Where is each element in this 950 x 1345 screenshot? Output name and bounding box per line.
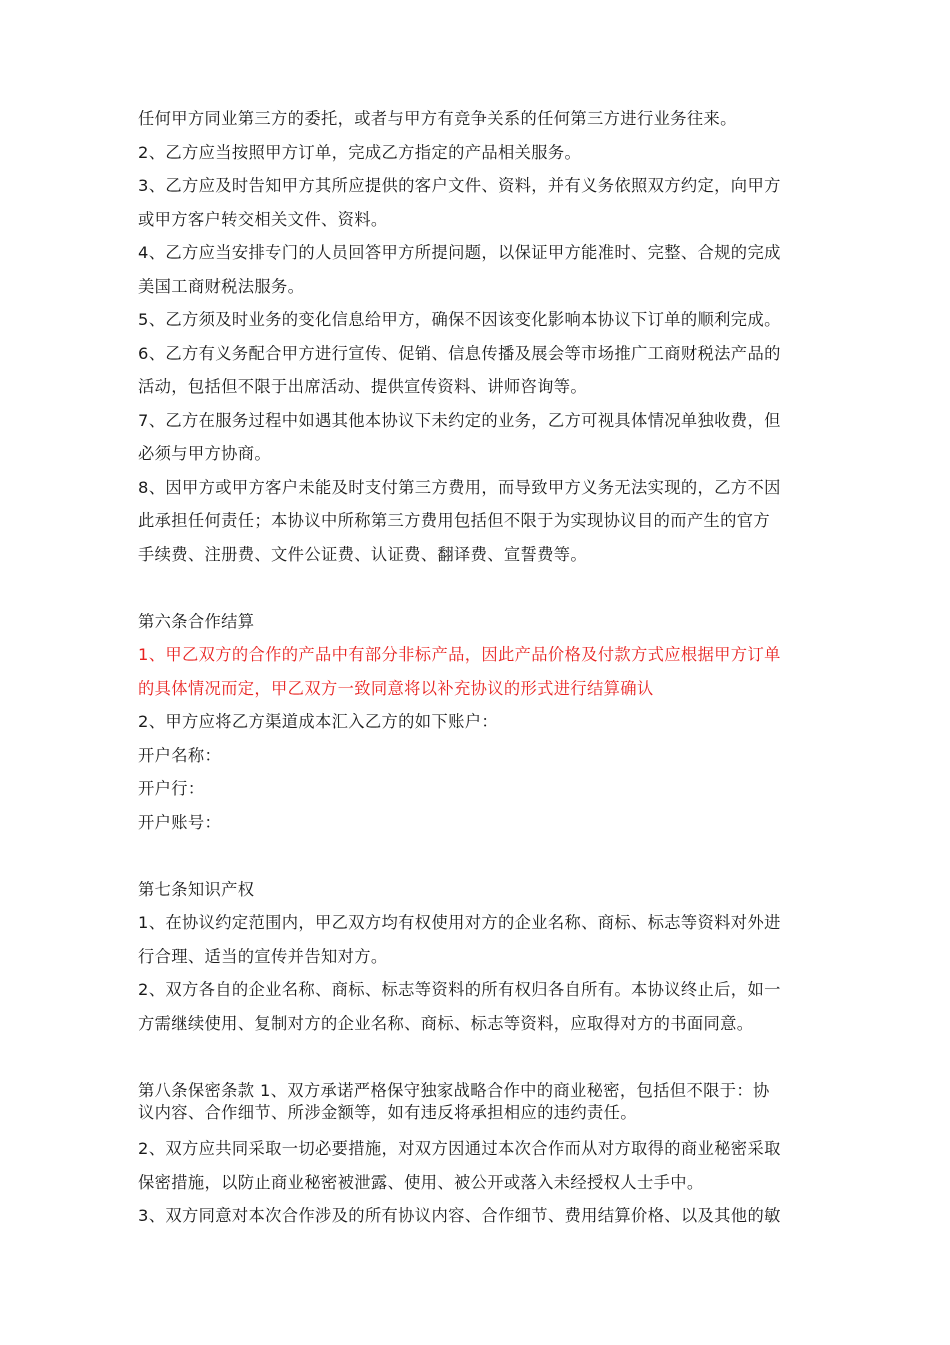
account-number-label: 开户账号： — [138, 812, 222, 832]
section-heading: 第七条知识产权 — [138, 879, 255, 899]
text-line: 4、乙方应当安排专门的人员回答甲方所提问题，以保证甲方能准时、完整、合规的完成 — [138, 243, 781, 262]
highlighted-text-line: 1、甲乙双方的合作的产品中有部分非标产品，因此产品价格及付款方式应根据甲方订单 — [138, 645, 781, 664]
text-line: 必须与甲方协商。 — [138, 444, 272, 463]
text-line: 5、乙方须及时业务的变化信息给甲方，确保不因该变化影响本协议下订单的顺利完成。 — [138, 310, 781, 329]
text-line: 或甲方客户转交相关文件、资料。 — [138, 209, 388, 229]
text-line: 3、双方同意对本次合作涉及的所有协议内容、合作细节、费用结算价格、以及其他的敏 — [138, 1206, 781, 1225]
text-line: 行合理、适当的宣传并告知对方。 — [138, 946, 388, 966]
text-line: 手续费、注册费、文件公证费、认证费、翻译费、宣誓费等。 — [138, 544, 588, 564]
text-line: 2、双方应共同采取一切必要措施，对双方因通过本次合作而从对方取得的商业秘密采取 — [138, 1139, 781, 1158]
text-line: 7、乙方在服务过程中如遇其他本协议下未约定的业务，乙方可视具体情况单独收费，但 — [138, 410, 781, 430]
text-line: 1、在协议约定范围内，甲乙双方均有权使用对方的企业名称、商标、标志等资料对外进 — [138, 913, 781, 932]
text-line: 此承担任何责任；本协议中所称第三方费用包括但不限于为实现协议目的而产生的官方 — [138, 511, 770, 530]
text-line: 2、甲方应将乙方渠道成本汇入乙方的如下账户： — [138, 712, 498, 731]
text-line: 保密措施，以防止商业秘密被泄露、使用、被公开或落入未经授权人士手中。 — [138, 1172, 704, 1192]
section-7 — [138, 873, 838, 1041]
text-line: 2、双方各自的企业名称、商标、标志等资料的所有权归各自所有。本协议终止后，如一 — [138, 980, 781, 999]
paragraph-gap — [138, 839, 838, 873]
account-name-label: 开户名称： — [138, 745, 222, 765]
text-line: 8、因甲方或甲方客户未能及时支付第三方费用，而导致甲方义务无法实现的，乙方不因 — [138, 477, 781, 497]
bank-label: 开户行： — [138, 779, 205, 798]
highlighted-text-line: 的具体情况而定，甲乙双方一致同意将以补充协议的形式进行结算确认 — [138, 678, 654, 698]
text-line: 议内容、合作细节、所涉金额等，如有违反将承担相应的违约责任。 — [138, 1103, 637, 1122]
section-6 — [138, 605, 838, 840]
text-line: 3、乙方应及时告知甲方其所应提供的客户文件、资料，并有义务依照双方约定，向甲方 — [138, 176, 781, 195]
text-line: 2、乙方应当按照甲方订单，完成乙方指定的产品相关服务。 — [138, 142, 582, 162]
text-line: 活动，包括但不限于出席活动、提供宣传资料、讲师咨询等。 — [138, 377, 588, 396]
text-line: 美国工商财税法服务。 — [138, 276, 305, 296]
section-heading: 第六条合作结算 — [138, 611, 255, 631]
paragraph-gap — [138, 1040, 838, 1080]
section-heading-text-line: 第八条保密条款 1、双方承诺严格保守独家战略合作中的商业秘密，包括但不限于：协 — [138, 1081, 770, 1100]
paragraph-gap — [138, 571, 838, 605]
section-5-tail — [138, 102, 838, 571]
text-line: 6、乙方有义务配合甲方进行宣传、促销、信息传播及展会等市场推广工商财税法产品的 — [138, 343, 781, 363]
section-8 — [138, 1080, 838, 1233]
text-line: 方需继续使用、复制对方的企业名称、商标、标志等资料，应取得对方的书面同意。 — [138, 1013, 754, 1033]
document-page — [138, 102, 838, 1233]
text-line: 任何甲方同业第三方的委托，或者与甲方有竞争关系的任何第三方进行业务往来。 — [138, 109, 737, 128]
